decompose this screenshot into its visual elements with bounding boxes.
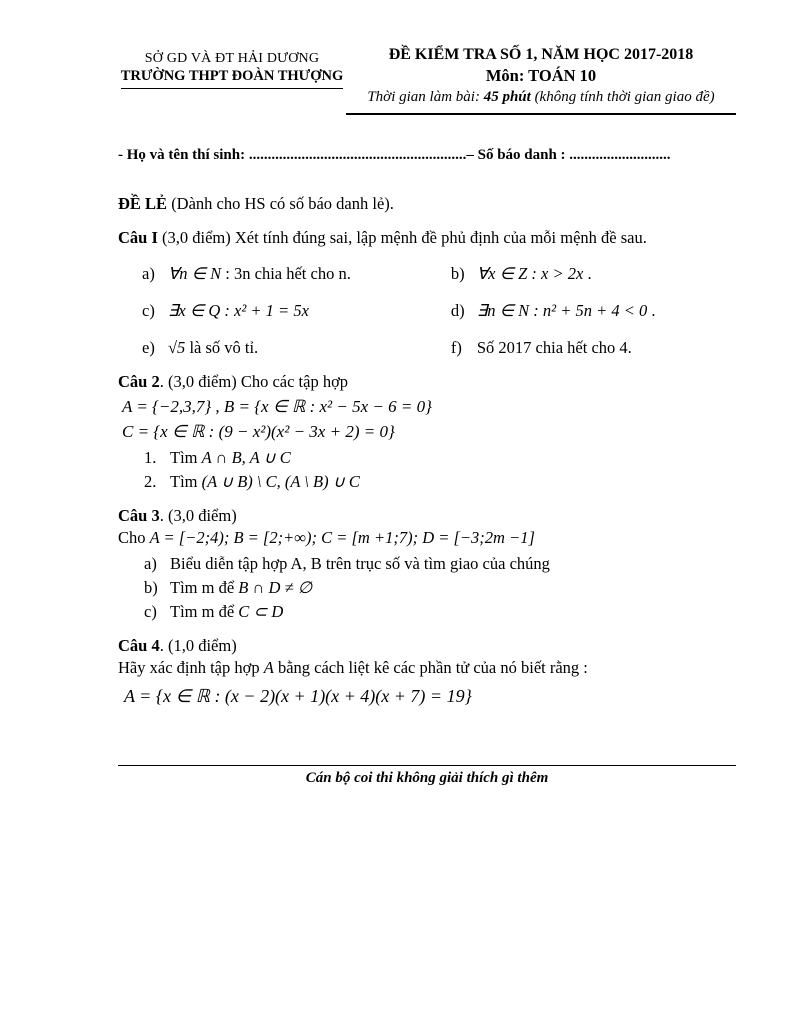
- item-text: Tìm: [170, 448, 202, 467]
- q2-set-definition-2: C = {x ∈ ℝ : (9 − x²)(x² − 3x + 2) = 0}: [122, 422, 395, 441]
- q2-set-definition-1: A = {−2,3,7} , B = {x ∈ ℝ : x² − 5x − 6 = 0}: [122, 397, 432, 416]
- question-3-items: [144, 554, 736, 622]
- question-3-number: Câu 3: [118, 506, 160, 525]
- q2-item-2: [144, 472, 736, 492]
- school-name: TRƯỜNG THPT ĐOÀN THƯỢNG: [121, 68, 344, 89]
- question-2-text: . (3,0 điểm) Cho các tập hợp: [159, 372, 349, 391]
- item-math: ∃x ∈ Q : x² + 1 = 5x: [168, 301, 309, 320]
- item-label: c): [144, 602, 157, 621]
- item-math: (A ∪ B) \ C, (A \ B) ∪ C: [201, 472, 360, 491]
- item-label: 1.: [144, 448, 157, 467]
- prompt-math: A: [263, 658, 274, 677]
- item-math: ∀n ∈ N: [168, 264, 222, 283]
- q4-prompt: [118, 658, 736, 678]
- student-info-line: - Họ và tên thí sinh: ..........................................................– Số báo danh : ...........................: [118, 147, 671, 163]
- q3-item-a: [144, 554, 736, 574]
- item-text: Số 2017 chia hết cho 4.: [476, 338, 632, 357]
- proctor-note: Cán bộ coi thi không giải thích gì thêm: [305, 770, 549, 786]
- item-math: ∀x ∈ Z : x > 2x: [476, 264, 584, 283]
- exam-duration: [346, 89, 736, 106]
- item-text: .: [647, 301, 656, 320]
- duration-prefix: Thời gian làm bài:: [367, 89, 484, 105]
- question-3-text: . (3,0 điểm): [159, 506, 237, 525]
- question-4-number: Câu 4: [118, 636, 160, 655]
- q2-item-1: [144, 448, 736, 468]
- question-3-title: [118, 506, 736, 526]
- given-math: A = [−2;4); B = [2;+∞); C = [m +1;7); D = [−3;2m −1]: [149, 528, 535, 547]
- q4-formula: A = {x ∈ ℝ : (x − 2)(x + 1)(x + 4)(x + 7) = 19}: [124, 686, 472, 706]
- exam-code-line: [118, 194, 736, 214]
- item-text: là số vô tỉ.: [185, 338, 259, 357]
- item-text: : 3n chia hết cho n.: [221, 264, 351, 283]
- item-label: e): [142, 338, 155, 357]
- exam-title: ĐỀ KIỂM TRA SỐ 1, NĂM HỌC 2017-2018: [388, 46, 694, 63]
- q3-given-line: [118, 528, 736, 548]
- item-math: B ∩ D ≠ ∅: [238, 578, 313, 597]
- item-label: a): [142, 264, 155, 283]
- exam-code-label: ĐỀ LẺ: [118, 194, 168, 213]
- question-2-number: Câu 2: [118, 372, 160, 391]
- exam-subject: Môn: TOÁN 10: [485, 66, 597, 85]
- item-text: .: [583, 264, 592, 283]
- school-block: [118, 46, 346, 89]
- duration-suffix: (không tính thời gian giao đề): [530, 89, 715, 105]
- header: [118, 46, 736, 115]
- question-1-items: [142, 264, 736, 358]
- q1-item-d: [451, 301, 736, 321]
- q3-item-b: [144, 578, 736, 598]
- question-1-number: Câu I: [118, 228, 158, 247]
- item-label: c): [142, 301, 155, 320]
- question-1-text: (3,0 điểm) Xét tính đúng sai, lập mệnh đề phủ định của mỗi mệnh đề sau.: [157, 228, 647, 247]
- department-name: SỞ GD VÀ ĐT HẢI DƯƠNG: [144, 51, 320, 66]
- q1-item-b: [451, 264, 736, 284]
- prompt-rest: bằng cách liệt kê các phần tử của nó biết rằng :: [273, 658, 588, 677]
- question-2-items: [144, 448, 736, 492]
- question-4-text: . (1,0 điểm): [159, 636, 237, 655]
- q3-item-c: [144, 602, 736, 622]
- item-math: C ⊂ D: [238, 602, 284, 621]
- given-prefix: Cho: [118, 528, 150, 547]
- duration-value: 45 phút: [483, 89, 531, 105]
- question-1-title: [118, 228, 736, 248]
- item-text: Tìm: [170, 472, 202, 491]
- q1-item-c: [142, 301, 451, 321]
- footer: [118, 765, 736, 787]
- item-label: b): [144, 578, 158, 597]
- item-label: b): [450, 264, 465, 283]
- question-2-title: [118, 372, 736, 392]
- item-math: √5: [168, 338, 186, 357]
- q1-item-a: [142, 264, 451, 284]
- exam-info-block: [346, 46, 736, 115]
- item-math: A ∩ B, A ∪ C: [201, 448, 291, 467]
- item-text: Tìm m để: [170, 602, 239, 621]
- item-label: f): [450, 338, 462, 357]
- item-math: ∃n ∈ N : n² + 5n + 4 < 0: [476, 301, 648, 320]
- item-label: 2.: [144, 472, 157, 491]
- exam-code-note: (Dành cho HS có số báo danh lẻ).: [167, 194, 394, 213]
- prompt-prefix: Hãy xác định tập hợp: [118, 658, 264, 677]
- question-4-title: [118, 636, 736, 656]
- item-label: a): [144, 554, 157, 573]
- school-name-wrap: [118, 67, 346, 89]
- item-text: Tìm m để: [170, 578, 239, 597]
- item-label: d): [450, 301, 465, 320]
- q1-item-e: [142, 338, 451, 358]
- item-text: Biểu diễn tập hợp A, B trên trục số và tìm giao của chúng: [170, 554, 550, 573]
- q1-item-f: [451, 338, 736, 358]
